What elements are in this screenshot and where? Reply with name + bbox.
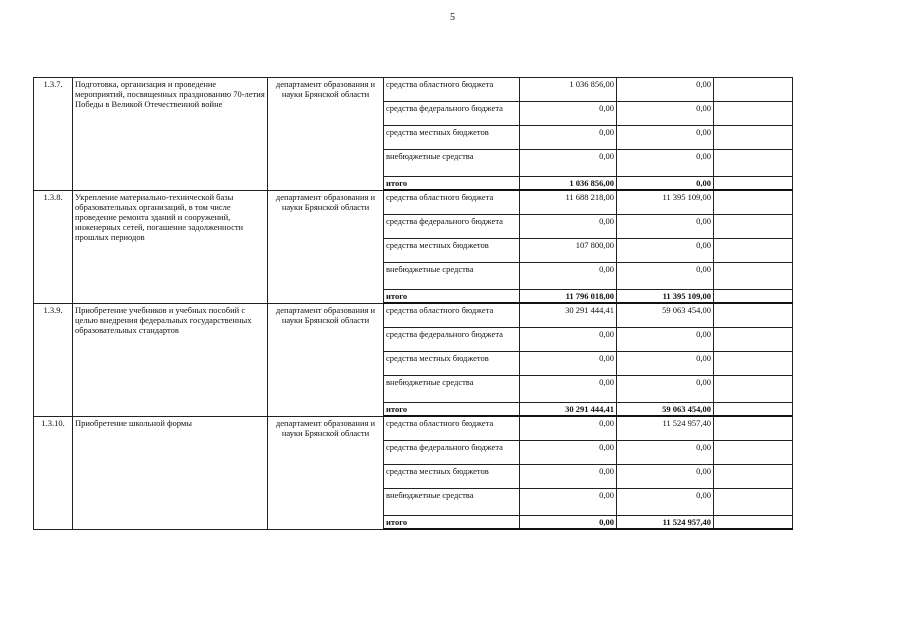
empty-cell [714, 376, 793, 403]
item-number: 1.3.10. [34, 416, 73, 529]
item-title: Приобретение учебников и учебных пособий с целью внедрения федеральных государственных образовательных стандартов [73, 303, 268, 416]
source-row [34, 303, 793, 328]
item-executor: департамент образования и науки Брянской области [268, 303, 384, 416]
item-executor: департамент образования и науки Брянской области [268, 78, 384, 191]
amount-col1: 1 036 856,00 [520, 78, 617, 102]
amount-col1: 0,00 [520, 150, 617, 177]
funding-source-label: средства местных бюджетов [384, 239, 520, 263]
source-row [34, 416, 793, 441]
empty-cell [714, 177, 793, 191]
item-number: 1.3.8. [34, 190, 73, 303]
amount-col2: 0,00 [617, 150, 714, 177]
page-number: 5 [450, 12, 455, 23]
amount-col1: 0,00 [520, 376, 617, 403]
amount-col1: 0,00 [520, 352, 617, 376]
funding-source-label: средства федерального бюджета [384, 328, 520, 352]
amount-col1: 0,00 [520, 215, 617, 239]
funding-source-label: средства областного бюджета [384, 78, 520, 102]
item-executor: департамент образования и науки Брянской области [268, 190, 384, 303]
amount-col2: 0,00 [617, 263, 714, 290]
funding-source-label: средства местных бюджетов [384, 352, 520, 376]
empty-cell [714, 403, 793, 417]
empty-cell [714, 78, 793, 102]
amount-col1: 107 800,00 [520, 239, 617, 263]
empty-cell [714, 416, 793, 441]
amount-col2: 0,00 [617, 328, 714, 352]
amount-col2: 0,00 [617, 102, 714, 126]
empty-cell [714, 489, 793, 516]
empty-cell [714, 215, 793, 239]
empty-cell [714, 102, 793, 126]
empty-cell [714, 352, 793, 376]
amount-col1: 0,00 [520, 102, 617, 126]
total-col1: 1 036 856,00 [520, 177, 617, 191]
empty-cell [714, 465, 793, 489]
source-row [34, 78, 793, 102]
funding-source-label: внебюджетные средства [384, 376, 520, 403]
empty-cell [714, 516, 793, 530]
funding-source-label: внебюджетные средства [384, 263, 520, 290]
empty-cell [714, 190, 793, 215]
total-col2: 11 395 109,00 [617, 290, 714, 304]
funding-source-label: средства областного бюджета [384, 416, 520, 441]
item-title: Укрепление материально-технической базы образовательных организаций, в том числе проведение ремонта зданий и сооружений, инженерных сетей, погашение задолженности прошлых периодов [73, 190, 268, 303]
amount-col1: 11 688 218,00 [520, 190, 617, 215]
amount-col2: 0,00 [617, 352, 714, 376]
funding-source-label: внебюджетные средства [384, 489, 520, 516]
funding-source-label: средства областного бюджета [384, 190, 520, 215]
funding-source-label: средства федерального бюджета [384, 102, 520, 126]
total-col2: 0,00 [617, 177, 714, 191]
amount-col1: 0,00 [520, 465, 617, 489]
amount-col1: 0,00 [520, 416, 617, 441]
funding-source-label: средства местных бюджетов [384, 126, 520, 150]
funding-source-label: средства федерального бюджета [384, 441, 520, 465]
total-label: итого [384, 403, 520, 417]
empty-cell [714, 441, 793, 465]
funding-source-label: средства местных бюджетов [384, 465, 520, 489]
amount-col2: 0,00 [617, 78, 714, 102]
funding-source-label: средства федерального бюджета [384, 215, 520, 239]
funding-source-label: внебюджетные средства [384, 150, 520, 177]
item-number: 1.3.7. [34, 78, 73, 191]
total-col2: 11 524 957,40 [617, 516, 714, 530]
amount-col1: 0,00 [520, 441, 617, 465]
empty-cell [714, 328, 793, 352]
item-title: Подготовка, организация и проведение мероприятий, посвященных празднованию 70-летия Победы в Великой Отечественной войне [73, 78, 268, 191]
amount-col2: 0,00 [617, 126, 714, 150]
total-label: итого [384, 516, 520, 530]
source-row [34, 190, 793, 215]
amount-col2: 11 395 109,00 [617, 190, 714, 215]
amount-col1: 0,00 [520, 126, 617, 150]
amount-col2: 0,00 [617, 239, 714, 263]
amount-col2: 0,00 [617, 215, 714, 239]
total-label: итого [384, 290, 520, 304]
amount-col2: 0,00 [617, 376, 714, 403]
amount-col2: 59 063 454,00 [617, 303, 714, 328]
budget-table [33, 77, 793, 530]
total-col1: 0,00 [520, 516, 617, 530]
empty-cell [714, 239, 793, 263]
total-col1: 11 796 018,00 [520, 290, 617, 304]
empty-cell [714, 303, 793, 328]
total-col2: 59 063 454,00 [617, 403, 714, 417]
amount-col1: 0,00 [520, 489, 617, 516]
funding-source-label: средства областного бюджета [384, 303, 520, 328]
empty-cell [714, 150, 793, 177]
item-executor: департамент образования и науки Брянской области [268, 416, 384, 529]
empty-cell [714, 263, 793, 290]
total-label: итого [384, 177, 520, 191]
amount-col1: 0,00 [520, 328, 617, 352]
empty-cell [714, 126, 793, 150]
item-number: 1.3.9. [34, 303, 73, 416]
amount-col2: 0,00 [617, 441, 714, 465]
empty-cell [714, 290, 793, 304]
table-body [34, 78, 793, 530]
amount-col1: 0,00 [520, 263, 617, 290]
amount-col2: 0,00 [617, 489, 714, 516]
item-title: Приобретение школьной формы [73, 416, 268, 529]
amount-col2: 11 524 957,40 [617, 416, 714, 441]
amount-col2: 0,00 [617, 465, 714, 489]
total-col1: 30 291 444,41 [520, 403, 617, 417]
amount-col1: 30 291 444,41 [520, 303, 617, 328]
